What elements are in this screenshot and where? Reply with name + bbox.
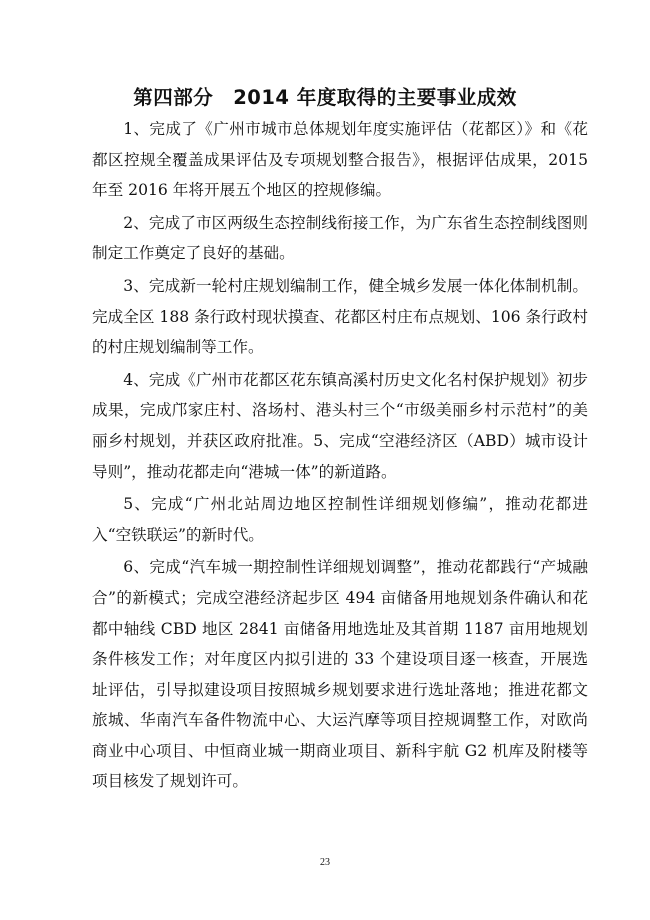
page-number: 23 — [320, 857, 330, 868]
section-title: 第四部分 2014 年度取得的主要事业成效 — [133, 86, 517, 109]
paragraph-1: 1、完成了《广州市城市总体规划年度实施评估（花都区）》和《花都区控规全覆盖成果评估及专项规划整合报告》，根据评估成果，2015 年至 2016 年将开展五个地区的控规修编。 — [92, 120, 588, 200]
paragraph-2: 2、完成了市区两级生态控制线衔接工作，为广东省生态控制线图则制定工作奠定了良好的基础。 — [92, 213, 588, 263]
paragraph-6: 6、完成“汽车城一期控制性详细规划调整”，推动花都践行“产城融合”的新模式；完成空港经济起步区 494 亩储备用地规划条件确认和花都中轴线 CBD 地区 2841 亩储备用地选址及其首期 1187 亩用地规划条件核发工作；对年度区内拟引进的 33 个建设项目逐一核查，开展选址评估，引导拟建设项目按照城乡规划要求进行选址落地；推进花都文旅城、华南汽车备件物流中心、大运汽摩等项目控规调整工作，对欧尚商业中心项目、中恒商业城一期商业项目、新科宇航 G2 机库及附楼等项目核发了规划许可。 — [92, 558, 588, 791]
paragraph-3: 3、完成新一轮村庄规划编制工作，健全城乡发展一体化体制机制。完成全区 188 条行政村现状摸查、花都区村庄布点规划、106 条行政村的村庄规划编制等工作。 — [92, 276, 588, 357]
paragraph-5: 5、完成“广州北站周边地区控制性详细规划修编”，推动花都进入“空铁联运”的新时代。 — [92, 495, 588, 544]
body-text — [92, 114, 588, 799]
paragraph-4: 4、完成《广州市花都区花东镇高溪村历史文化名村保护规划》初步成果，完成邝家庄村、洛场村、港头村三个“市级美丽乡村示范村”的美丽乡村规划，并获区政府批准。5、完成“空港经济区（ABD）城市设计导则”，推动花都走向“港城一体”的新道路。 — [92, 370, 588, 481]
